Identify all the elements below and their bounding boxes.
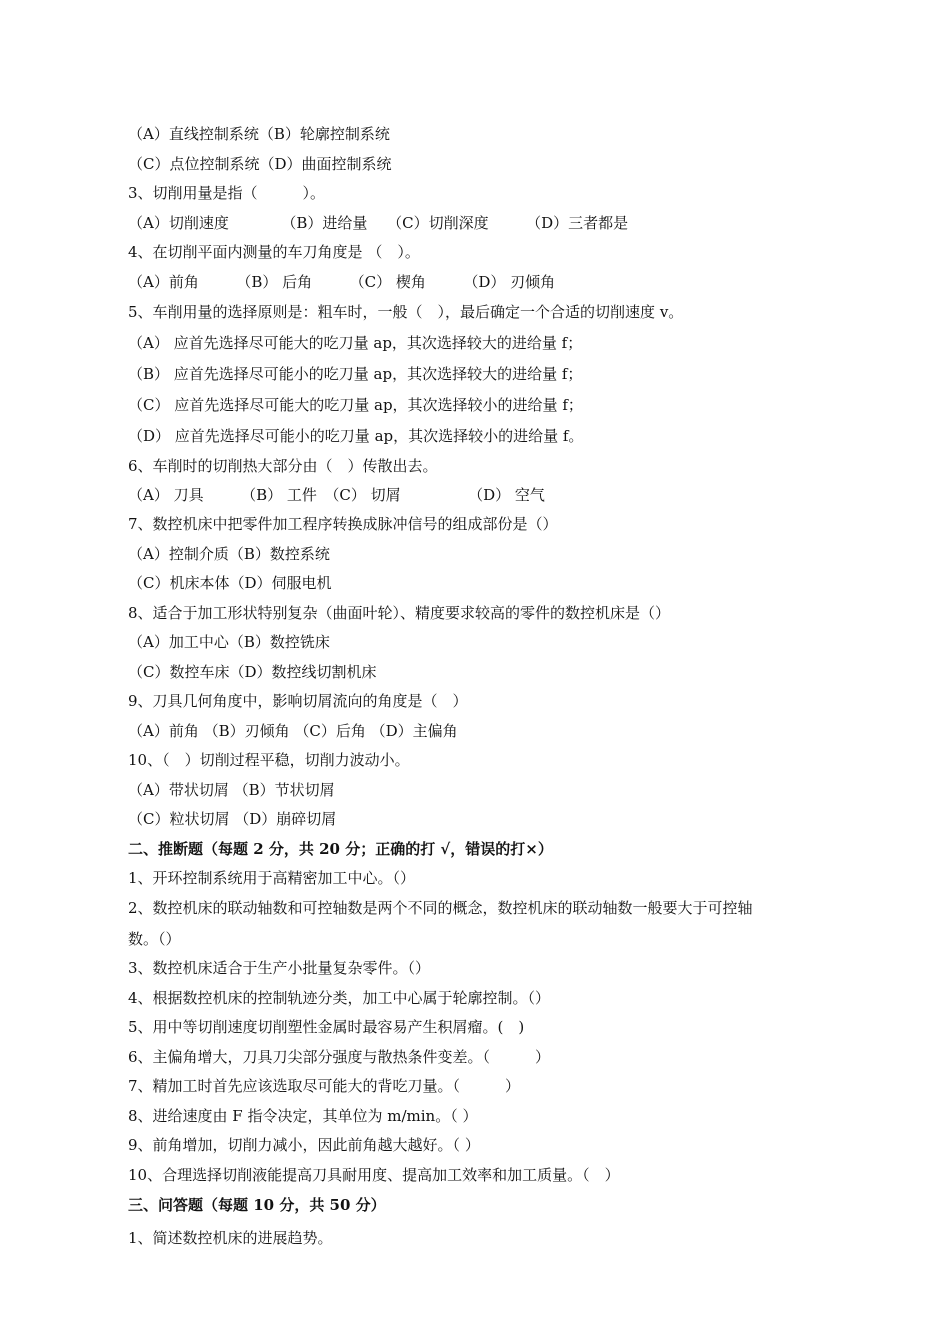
q9-options: （A）前角 （B）刃倾角 （C）后角 （D）主偏角: [128, 722, 458, 740]
q10-option-cd: （C）粒状切屑 （D）崩碎切屑: [128, 810, 337, 828]
q4-options: （A）前角 （B） 后角 （C） 楔角 （D） 刃倾角: [128, 273, 556, 291]
q5-option-a: （A） 应首先选择尽可能大的吃刀量 ap，其次选择较大的进给量 f；: [128, 334, 583, 352]
q10-option-ab: （A）带状切屑 （B）节状切屑: [128, 781, 335, 799]
tf-item-1: 1、开环控制系统用于高精密加工中心。（）: [128, 869, 416, 887]
q5-option-b: （B） 应首先选择尽可能小的吃刀量 ap，其次选择较大的进给量 f；: [128, 365, 583, 383]
q2-option-ab: （A）直线控制系统（B）轮廓控制系统: [128, 125, 390, 143]
tf-item-4: 4、根据数控机床的控制轨迹分类，加工中心属于轮廓控制。（）: [128, 989, 551, 1007]
q10-question: 10、（ ）切削过程平稳，切削力波动小。: [128, 751, 410, 769]
tf-item-6: 6、主偏角增大，刀具刀尖部分强度与散热条件变差。（ ）: [128, 1048, 551, 1066]
q8-question: 8、适合于加工形状特别复杂（曲面叶轮）、精度要求较高的零件的数控机床是（）: [128, 604, 671, 622]
q8-option-cd: （C）数控车床（D）数控线切割机床: [128, 663, 377, 681]
q5-question: 5、车削用量的选择原则是：粗车时，一般（ ），最后确定一个合适的切削速度 v。: [128, 303, 684, 321]
qa-item-1: 1、简述数控机床的进展趋势。: [128, 1229, 333, 1247]
tf-item-2: 2、数控机床的联动轴数和可控轴数是两个不同的概念，数控机床的联动轴数一般要大于可控轴: [128, 899, 753, 917]
tf-item-7: 7、精加工时首先应该选取尽可能大的背吃刀量。（ ）: [128, 1077, 521, 1095]
q3-question: 3、切削用量是指（ ）。: [128, 184, 326, 202]
q5-option-c: （C） 应首先选择尽可能大的吃刀量 ap，其次选择较小的进给量 f；: [128, 396, 583, 414]
q8-option-ab: （A）加工中心（B）数控铣床: [128, 633, 330, 651]
q6-question: 6、车削时的切削热大部分由（ ）传散出去。: [128, 457, 438, 475]
q4-question: 4、在切削平面内测量的车刀角度是 （ ）。: [128, 243, 420, 261]
tf-item-8: 8、进给速度由 F 指令决定，其单位为 m/min。（ ）: [128, 1107, 478, 1125]
section-2-heading: 二、推断题（每题 2 分，共 20 分；正确的打 √，错误的打×）: [128, 840, 553, 858]
tf-item-5: 5、用中等切削速度切削塑性金属时最容易产生积屑瘤。( ): [128, 1018, 525, 1036]
q6-options: （A） 刀具 （B） 工件 （C） 切屑 （D） 空气: [128, 486, 545, 504]
q3-options: （A）切削速度 （B）进给量 （C）切削深度 （D）三者都是: [128, 214, 629, 232]
q7-question: 7、数控机床中把零件加工程序转换成脉冲信号的组成部份是（）: [128, 515, 558, 533]
tf-item-3: 3、数控机床适合于生产小批量复杂零件。（）: [128, 959, 431, 977]
q7-option-ab: （A）控制介质（B）数控系统: [128, 545, 330, 563]
q5-option-d: （D） 应首先选择尽可能小的吃刀量 ap，其次选择较小的进给量 f。: [128, 427, 584, 445]
section-3-heading: 三、问答题（每题 10 分，共 50 分）: [128, 1196, 386, 1214]
tf-item-9: 9、前角增加，切削力减小，因此前角越大越好。（ ）: [128, 1136, 480, 1154]
q2-option-cd: （C）点位控制系统（D）曲面控制系统: [128, 155, 392, 173]
q9-question: 9、刀具几何角度中，影响切屑流向的角度是（ ）: [128, 692, 468, 710]
tf-item-10: 10、合理选择切削液能提高刀具耐用度、提高加工效率和加工质量。（ ）: [128, 1166, 620, 1184]
q7-option-cd: （C）机床本体（D）伺服电机: [128, 574, 332, 592]
tf-item-2-cont: 数。（）: [128, 930, 181, 948]
